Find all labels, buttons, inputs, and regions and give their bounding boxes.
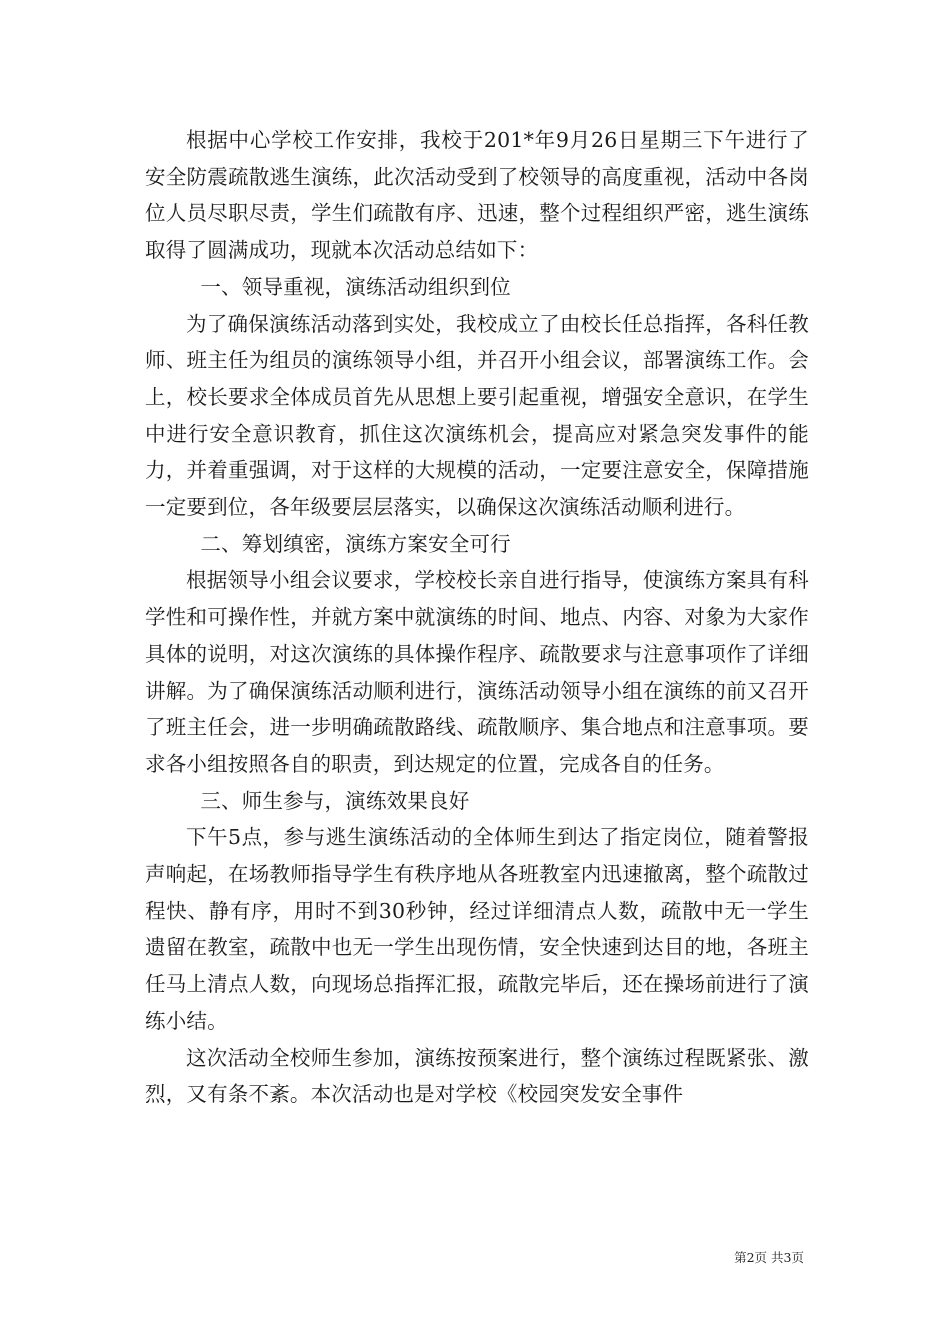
section-heading-1: 一、领导重视，演练活动组织到位 xyxy=(200,274,511,299)
page-number: 第2页 共3页 xyxy=(734,1250,804,1265)
section-heading-2: 二、筹划缜密，演练方案安全可行 xyxy=(200,531,511,556)
section-heading-3: 三、师生参与，演练效果良好 xyxy=(200,788,470,813)
paragraph-intro: 根据中心学校工作安排，我校于201*年9月26日星期三下午进行了安全防震疏散逃生演练，此次活动受到了校领导的高度重视，活动中各岗位人员尽职尽责，学生们疏散有序、迅速，整个过程组织严密，逃生演练取得了圆满成功，现就本次活动总结如下： xyxy=(145,128,809,263)
paragraph-section-2: 根据领导小组会议要求，学校校长亲自进行指导，使演练方案具有科学性和可操作性，并就方案中就演练的时间、地点、内容、对象为大家作具体的说明，对这次演练的具体操作程序、疏散要求与注意事项作了详细讲解。为了确保演练活动顺利进行，演练活动领导小组在演练的前又召开了班主任会，进一步明确疏散路线、疏散顺序、集合地点和注意事项。要求各小组按照各自的职责，到达规定的位置，完成各自的任务。 xyxy=(145,568,809,776)
paragraph-section-1: 为了确保演练活动落到实处，我校成立了由校长任总指挥，各科任教师、班主任为组员的演练领导小组，并召开小组会议，部署演练工作。会上，校长要求全体成员首先从思想上要引起重视，增强安全意识，在学生中进行安全意识教育，抓住这次演练机会，提高应对紧急突发事件的能力，并着重强调，对于这样的大规模的活动，一定要注意安全，保障措施一定要到位，各年级要层层落实，以确保这次演练活动顺利进行。 xyxy=(145,311,809,520)
paragraph-conclusion: 这次活动全校师生参加，演练按预案进行，整个演练过程既紧张、激烈，又有条不紊。本次活动也是对学校《校园突发安全事件 xyxy=(145,1045,809,1107)
document-body xyxy=(145,122,809,1113)
paragraph-section-3: 下午5点，参与逃生演练活动的全体师生到达了指定岗位，随着警报声响起，在场教师指导学生有秩序地从各班教室内迅速撤离，整个疏散过程快、静有序，用时不到30秒钟，经过详细清点人数，疏散中无一学生遗留在教室，疏散中也无一学生出现伤情，安全快速到达目的地，各班主任马上清点人数，向现场总指挥汇报，疏散完毕后，还在操场前进行了演练小结。 xyxy=(145,825,809,1033)
